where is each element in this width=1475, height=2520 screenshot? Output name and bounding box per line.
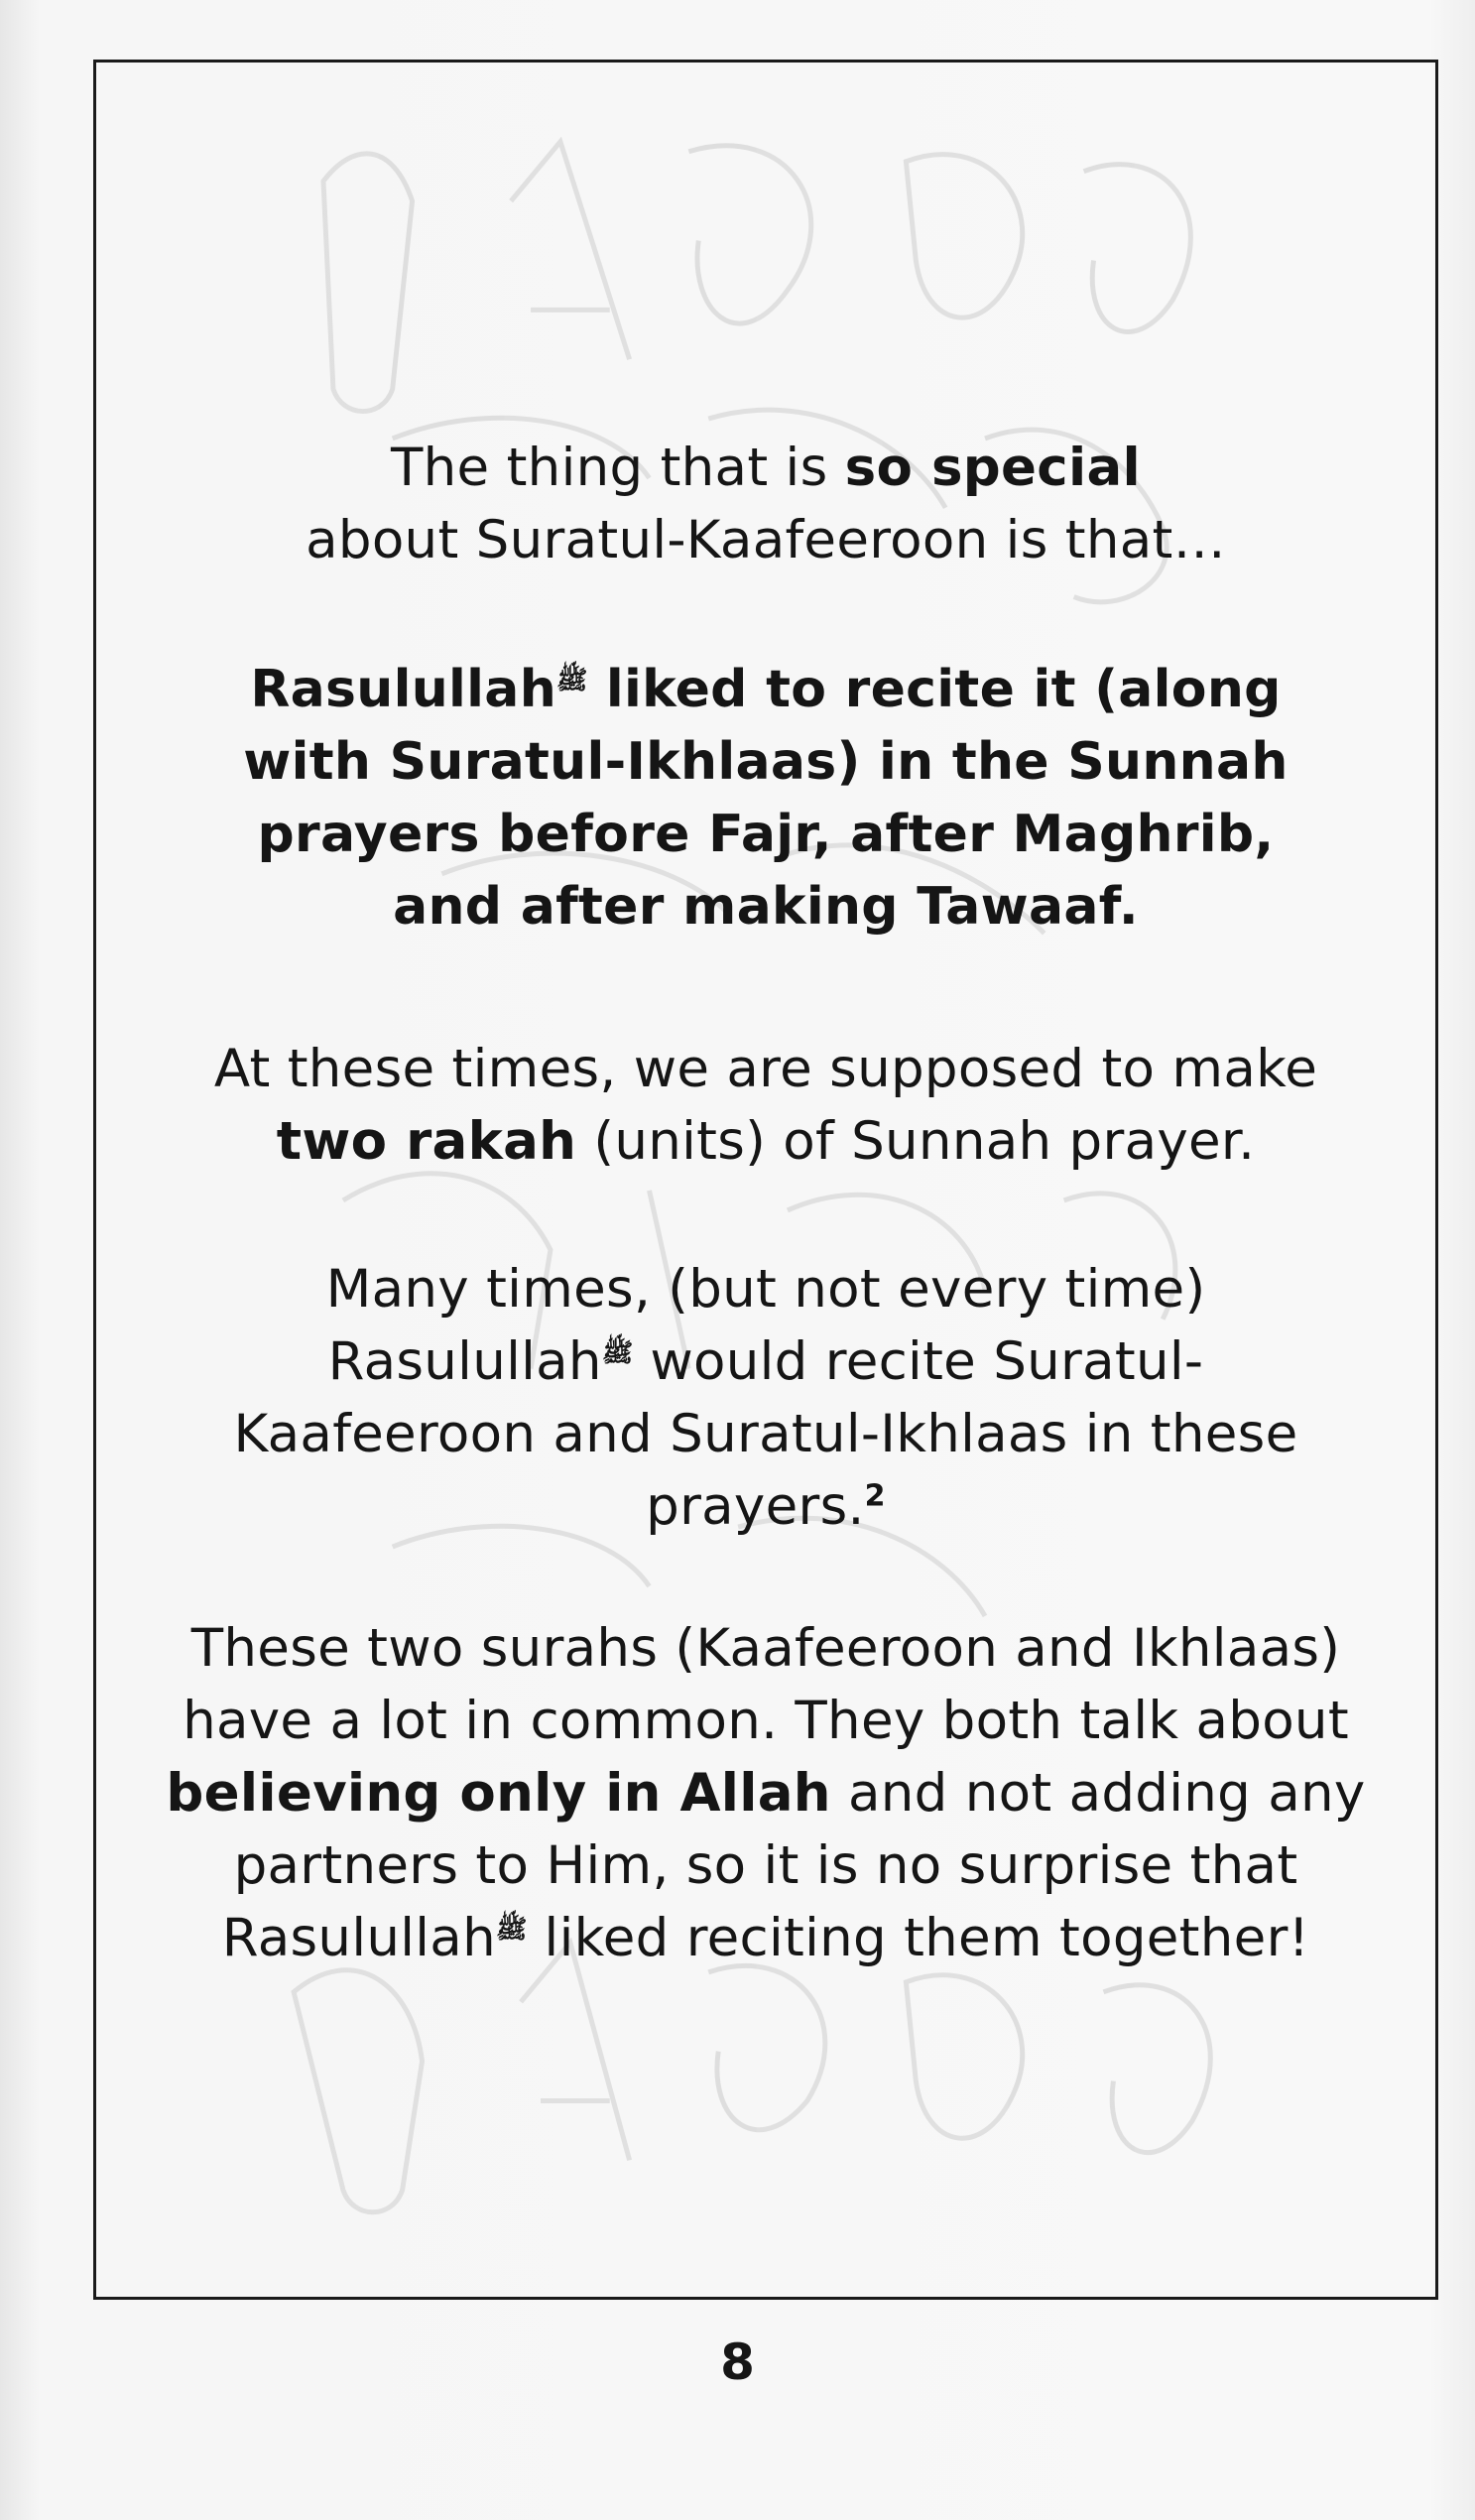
intro-bold-phrase: so special (844, 438, 1142, 498)
many-times-text-end: would recite Suratul-Kaafeeroon and Suratul-Ikhlaas in these prayers. (233, 1331, 1298, 1537)
intro-text-end: about Suratul-Kaafeeroon is that… (306, 510, 1226, 570)
recitation-text-start: Rasulullah (250, 660, 557, 719)
page-number: 8 (720, 2333, 755, 2391)
footnote-marker: 2 (864, 1478, 886, 1514)
honorific-symbol: ﷺ (556, 666, 588, 695)
common-text-end: liked reciting them together! (527, 1908, 1310, 1968)
rakah-bold-phrase: two rakah (276, 1111, 577, 1172)
content-frame (93, 60, 1438, 2300)
paragraph-many-times (185, 1253, 1346, 1543)
paragraph-intro (156, 432, 1376, 576)
rakah-text-end: (units) of Sunnah prayer. (576, 1111, 1256, 1172)
honorific-symbol: ﷺ (495, 1915, 528, 1945)
paragraph-common (156, 1612, 1376, 1974)
common-text-middle: and not adding any partners to Him, so it is no surprise that Rasulullah (221, 1763, 1366, 1968)
rakah-text-start: At these times, we are supposed to make (213, 1039, 1318, 1099)
paragraph-recitation (205, 654, 1326, 944)
intro-text-start: The thing that is (390, 438, 845, 498)
many-times-text-start: Many times, (but not every time) Rasulullah (325, 1259, 1206, 1392)
common-text-start: These two surahs (Kaafeeroon and Ikhlaas) have a lot in common. They both talk about (183, 1618, 1349, 1751)
recitation-text-end: liked to recite it (along with Suratul-Ikhlaas) in the Sunnah prayers before Fajr, after Maghrib, and after making Tawaaf. (243, 660, 1289, 937)
paragraph-two-rakah (156, 1033, 1376, 1178)
common-bold-phrase: believing only in Allah (166, 1763, 831, 1824)
honorific-symbol: ﷺ (601, 1338, 634, 1368)
